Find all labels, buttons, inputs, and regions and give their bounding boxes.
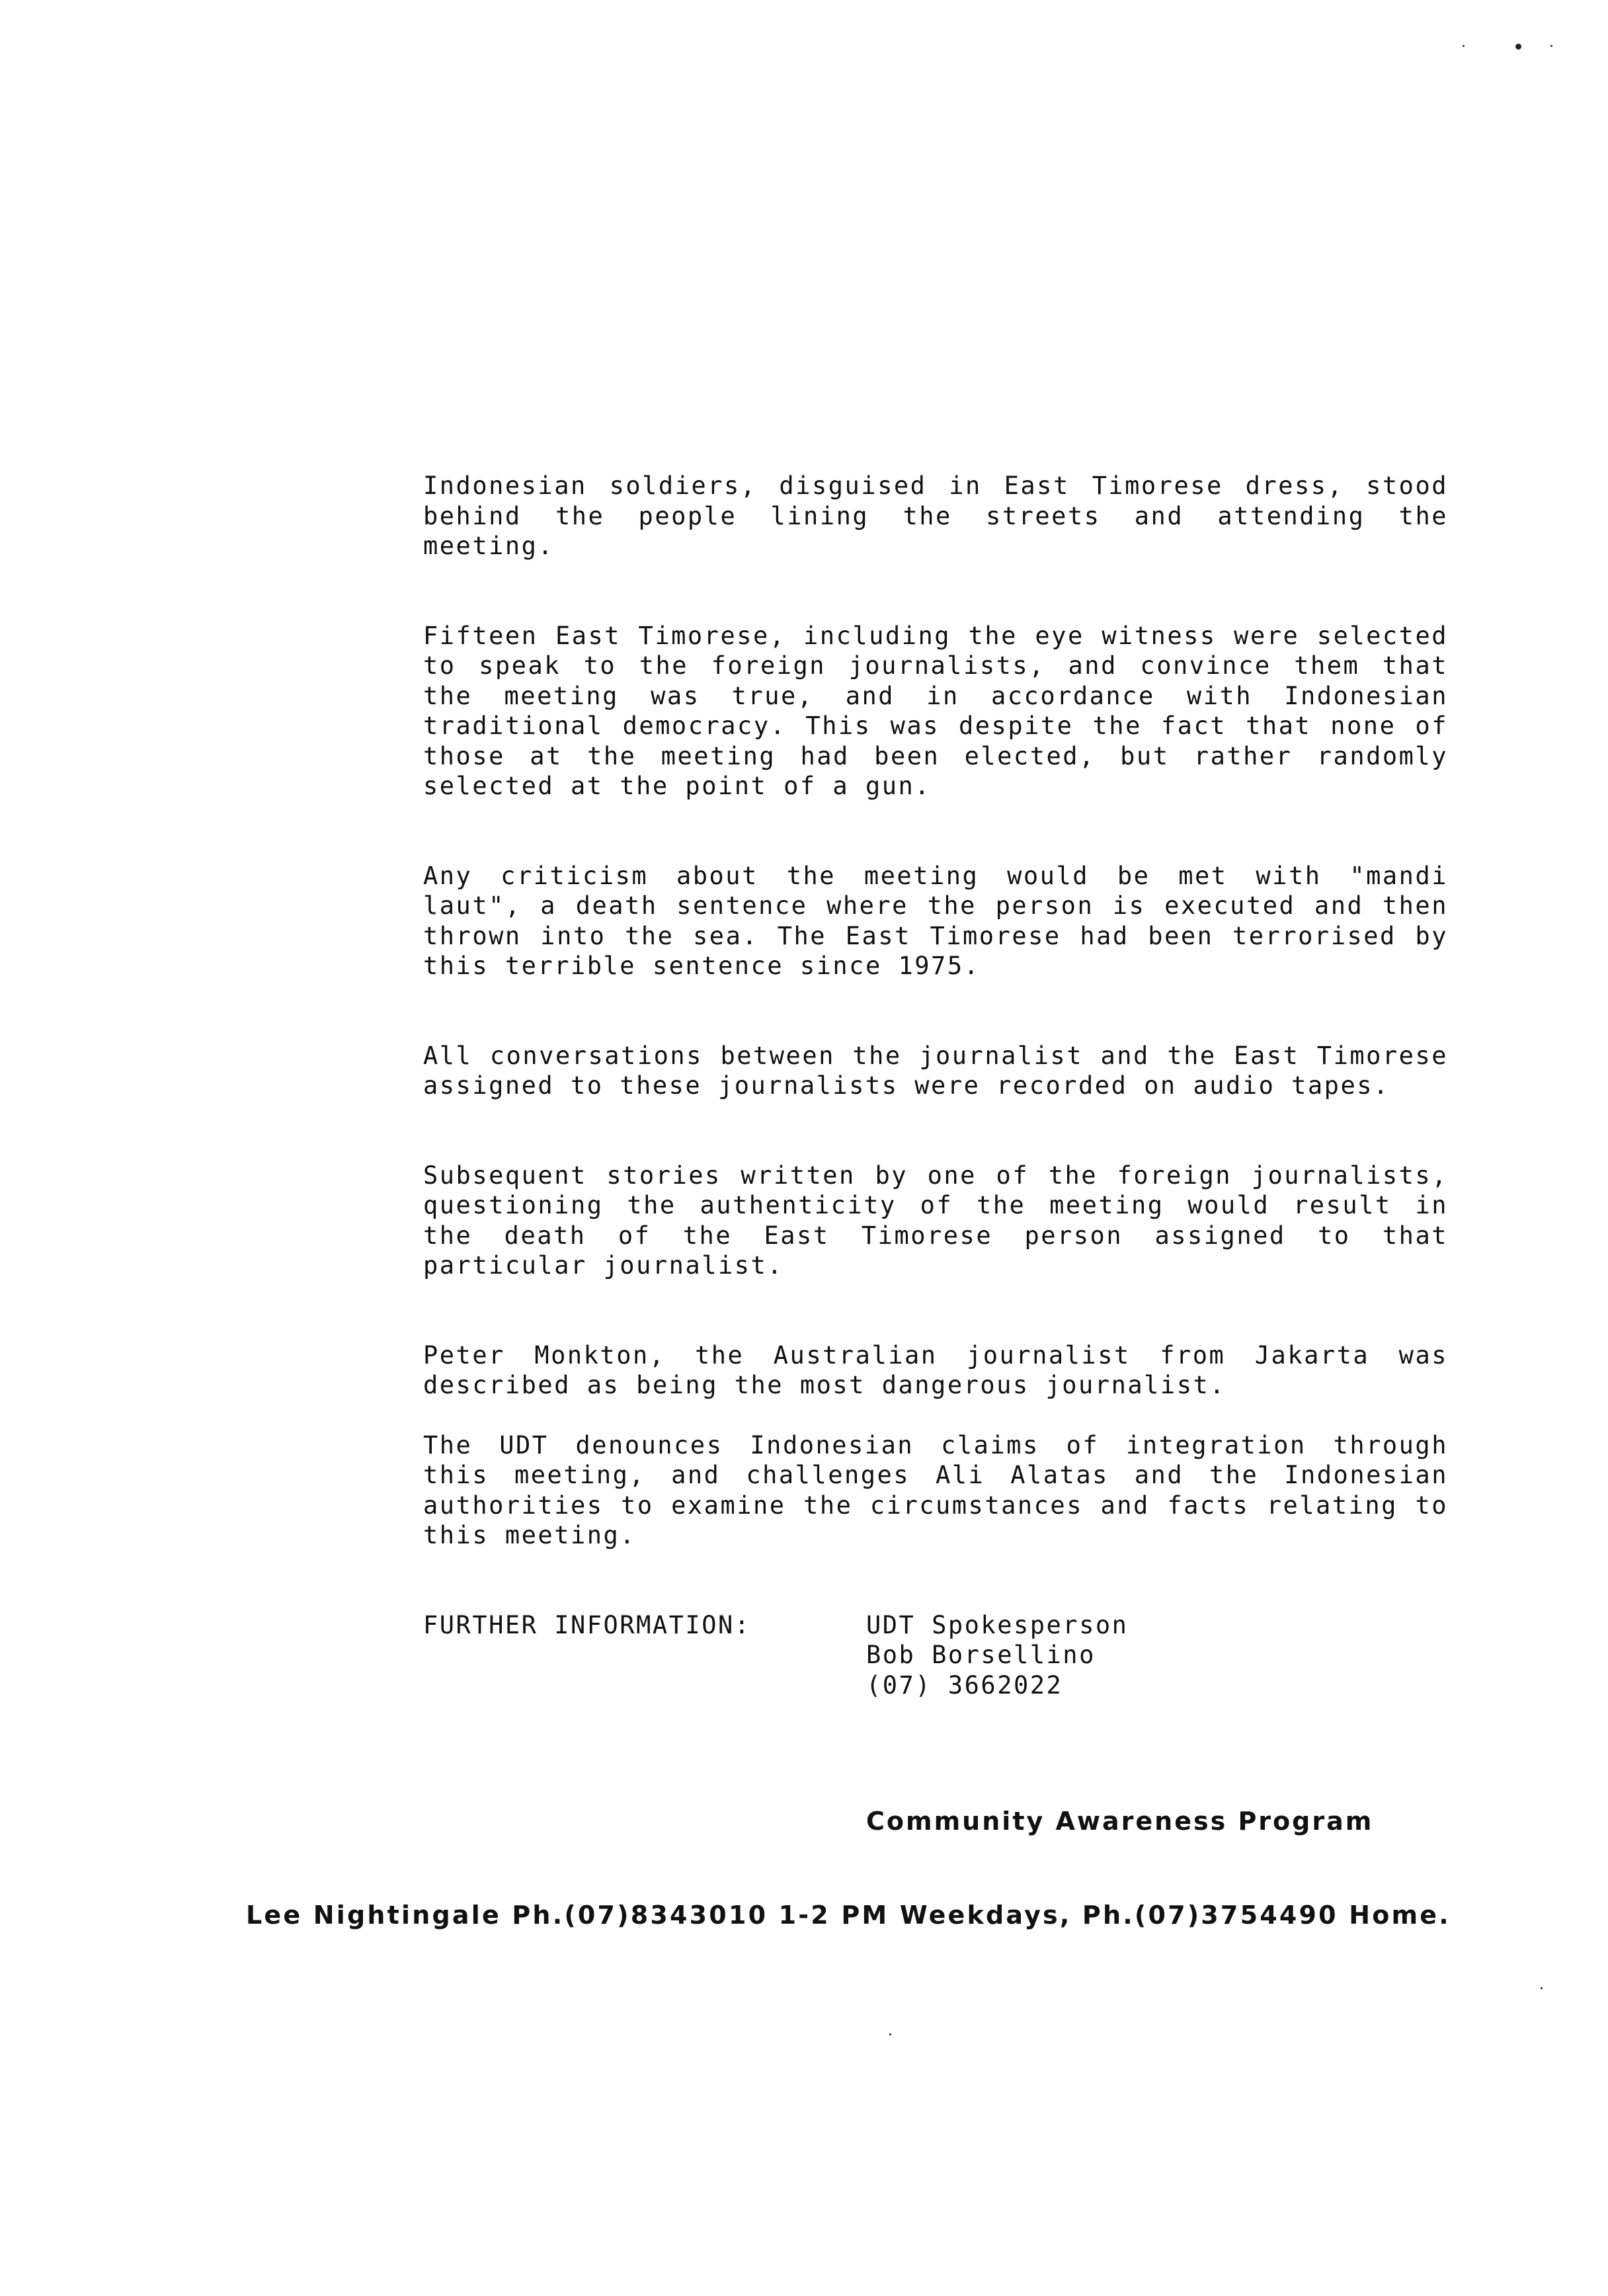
paragraph: Subsequent stories written by one of the foreign journalists, questioning the authenticity of the meeting would result in the death of the East Timorese person assigned to that particular journalist. <box>423 1161 1448 1280</box>
paragraph: Peter Monkton, the Australian journalist from Jakarta was described as being the most dangerous journalist. <box>423 1340 1448 1399</box>
paragraph: All conversations between the journalist and the East Timorese assigned to these journalists were recorded on audio tapes. <box>423 1041 1448 1100</box>
scan-speck <box>1550 45 1552 47</box>
paragraph: Any criticism about the meeting would be met with "mandi laut", a death sentence where the person is executed and then thrown into the sea. The East Timorese had been terrorised by this terrible sentence since 1975. <box>423 861 1448 980</box>
further-information-label: FURTHER INFORMATION: <box>423 1610 751 1639</box>
paragraph: The UDT denounces Indonesian claims of integration through this meeting, and challenges Ali Alatas and the Indonesian authorities to examine the circumstances and facts relating to this meeting. <box>423 1430 1448 1549</box>
program-name: Community Awareness Program <box>866 1807 1374 1836</box>
contact-name: Bob Borsellino <box>866 1641 1096 1669</box>
scan-speck <box>1515 44 1521 50</box>
contact-details <box>866 1610 1128 1701</box>
contact-role: UDT Spokesperson <box>866 1610 1129 1639</box>
paragraph: Fifteen East Timorese, including the eye witness were selected to speak to the foreign journalists, and convince them that the meeting was true, and in accordance with Indonesian traditional democracy. This was despite the fact that none of those at the meeting had been elected, but rather randomly selected at the point of a gun. <box>423 621 1448 800</box>
document-body <box>423 471 1448 1700</box>
contact-phone: (07) 3662022 <box>866 1670 1063 1700</box>
further-information <box>423 1610 1448 1701</box>
scan-speck <box>1541 1987 1543 1989</box>
footer-contact: Lee Nightingale Ph.(07)8343010 1-2 PM Weekdays, Ph.(07)3754490 Home. <box>246 1901 1451 1930</box>
paragraph: Indonesian soldiers, disguised in East Timorese dress, stood behind the people lining the streets and attending the meeting. <box>423 472 1448 560</box>
scan-speck <box>889 2033 891 2035</box>
scan-speck <box>1463 45 1465 47</box>
